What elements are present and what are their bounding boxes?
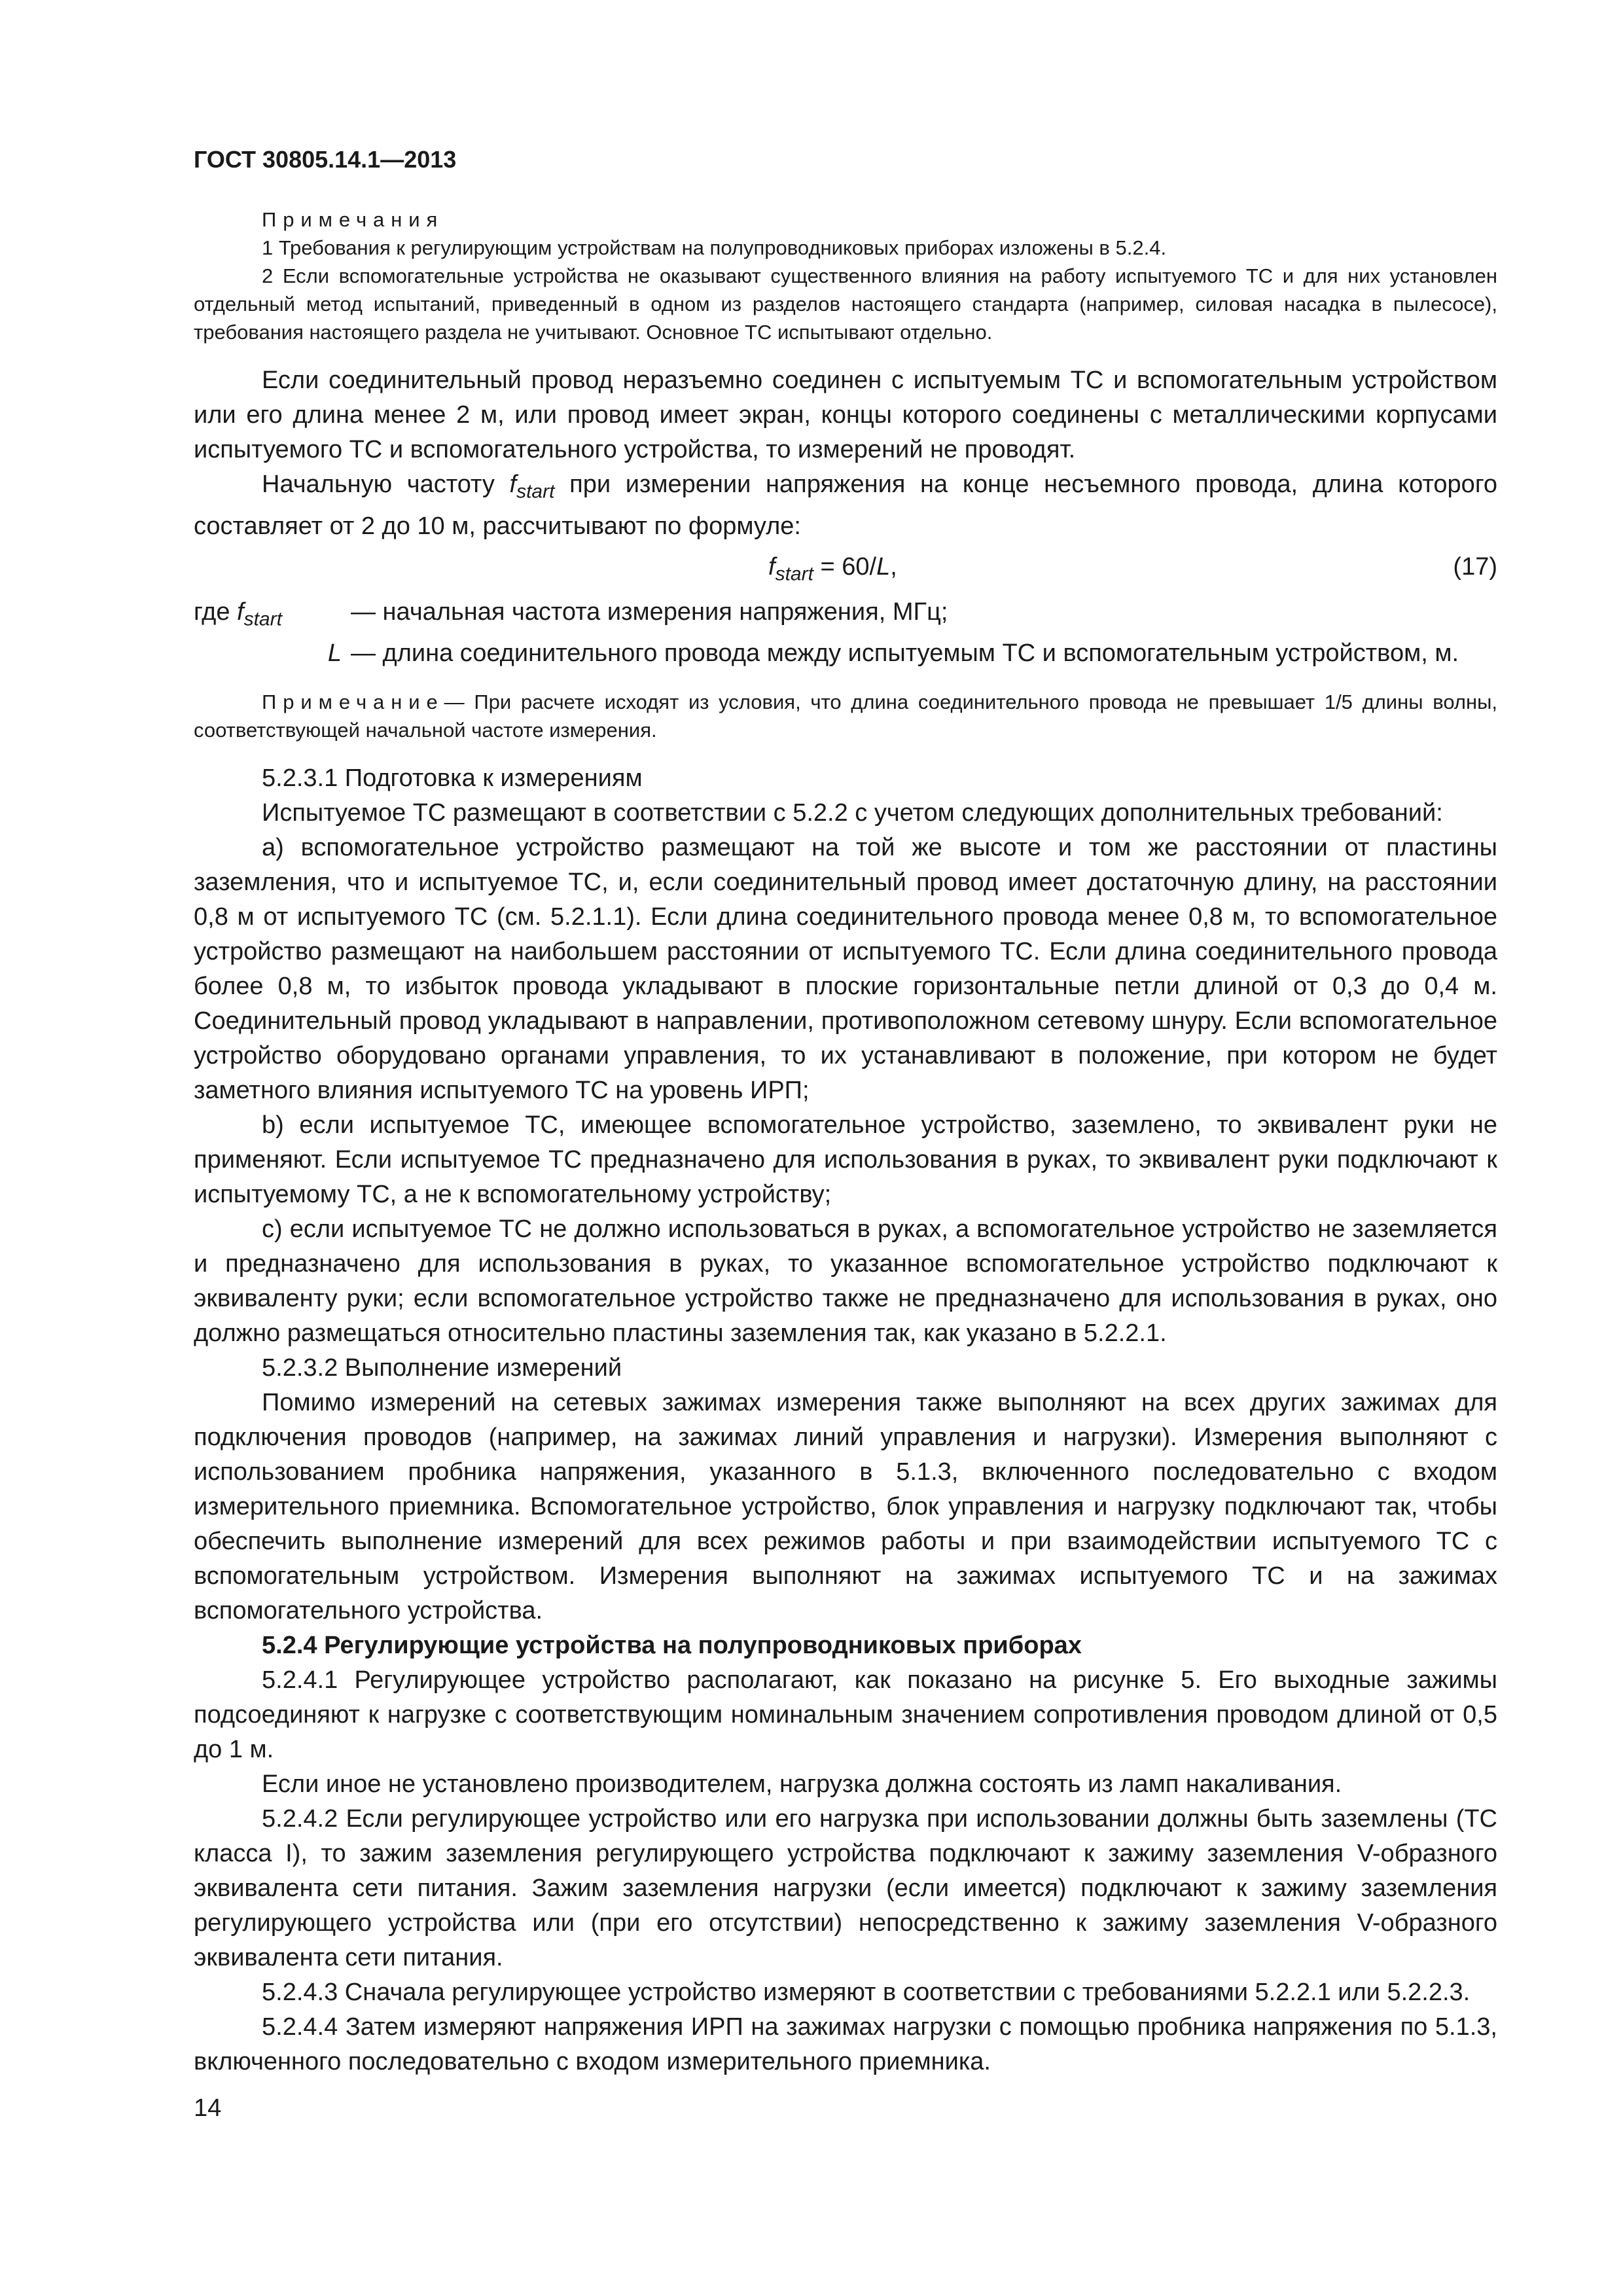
- section-5-2-4-1-load: Если иное не установлено производителем, нагрузка должна состоять из ламп накаливания.: [262, 1770, 1342, 1799]
- paragraph-start-frequency: Начальную частоту $f_{start}$ при измерении напряжения на конце несъемного провода, длина которого составляет от 2 до 10 м, рассчитывают по формуле:: [194, 471, 1497, 540]
- notes-block: [194, 206, 1497, 346]
- section-5-2-3-2-text: Помимо измерений на сетевых зажимах измерения также выполняют на всех других зажимах для подключения проводов (например, на зажимах линий управления и нагрузки). Измерения выполняют с использованием пробника напряжения, указанного в 5.1.3, включенного последовательно с входом измерительного приемника. Вспомогательное устройство, блок управления и нагрузку подключают так, чтобы обеспечить выполнение измерений для всех режимов работы и при взаимодействии испытуемого ТС с вспомогательным устройством. Измерения выполняют на зажимах испытуемого ТС и на зажимах вспомогательного устройства.: [194, 1389, 1497, 1625]
- section-5-2-4-2: 5.2.4.2 Если регулирующее устройство или его нагрузка при использовании должны быть заземлены (ТС класса I), то зажим заземления регулирующего устройства подключают к зажиму заземления V-образного эквивалента сети питания. Зажим заземления нагрузки (если имеется) подключают к зажиму заземления регулирующего устройства или (при его отсутствии) непосредственно к зажиму заземления V-образного эквивалента сети питания.: [194, 1805, 1497, 1972]
- note-1: 1 Требования к регулирующим устройствам на полупроводниковых приборах изложены в 5.2.4.: [262, 236, 1167, 259]
- paragraph-cable: Если соединительный провод неразъемно соединен с испытуемым ТС и вспомогательным устройством или его длина менее 2 м, или провод имеет экран, концы которого соединены с металлическими корпусами испытуемого ТС и вспомогательного устройства, то измерений не проводят.: [194, 367, 1497, 463]
- note-2: 2 Если вспомогательные устройства не оказывают существенного влияния на работу испытуемого ТС и для них установлен отдельный метод испытаний, приведенный в одном из разделов настоящего стандарта (например, силовая насадка в пылесосе), требования настоящего раздела не учитывают. Основное ТС испытывают отдельно.: [194, 264, 1497, 344]
- list-item-b: b) если испытуемое ТС, имеющее вспомогательное устройство, заземлено, то эквивалент руки не применяют. Если испытуемое ТС предназначено для использования в руках, то эквивалент руки подключают к испытуемому ТС, а не к вспомогательному устройству;: [194, 1111, 1497, 1209]
- page-number: 14: [194, 2094, 222, 2122]
- section-5-2-4-title: 5.2.4 Регулирующие устройства на полупроводниковых приборах: [262, 1632, 1082, 1660]
- section-5-2-3-1-intro: Испытуемое ТС размещают в соответствии с 5.2.2 с учетом следующих дополнительных требований:: [262, 799, 1443, 827]
- formula-expression: $f_{start} = 60/L$,: [768, 552, 897, 585]
- section-5-2-4-1: 5.2.4.1 Регулирующее устройство располагают, как показано на рисунке 5. Его выходные зажимы подсоединяют к нагрузке с соответствующим номинальным значением сопротивления проводом длиной от 0,5 до 1 м.: [194, 1666, 1497, 1764]
- document-header: ГОСТ 30805.14.1—2013: [194, 146, 457, 173]
- section-5-2-4-4: 5.2.4.4 Затем измеряют напряжения ИРП на зажимах нагрузки с помощью пробника напряжения по 5.1.3, включенного последовательно с входом измерительного приемника.: [194, 2013, 1497, 2076]
- note-block-2: [194, 688, 1497, 744]
- section-5-2-4-3: 5.2.4.3 Сначала регулирующее устройство измеряют в соответствии с требованиями 5.2.2.1 или 5.2.2.3.: [262, 1979, 1471, 2007]
- list-item-c: c) если испытуемое ТС не должно использоваться в руках, а вспомогательное устройство не заземляется и предназначено для использования в руках, то указанное вспомогательное устройство подключают к эквиваленту руки; если вспомогательное устройство также не предназначено для использования в руках, оно должно размещаться относительно пластины заземления так, как указано в 5.2.2.1.: [194, 1215, 1497, 1348]
- formula-17: [194, 549, 1497, 591]
- document-page: [194, 144, 1497, 2079]
- section-5-2-3-2-title: 5.2.3.2 Выполнение измерений: [262, 1354, 622, 1382]
- section-5-2-3-1-title: 5.2.3.1 Подготовка к измерениям: [262, 764, 643, 793]
- legend-row-l: L — длина соединительного провода между испытуемым ТС и вспомогательным устройством, м.: [327, 639, 1459, 668]
- list-item-a: a) вспомогательное устройство размещают на той же высоте и том же расстоянии от пластины заземления, что и испытуемое ТС, и, если соединительный провод имеет достаточную длину, на расстоянии 0,8 м от испытуемого ТС (см. 5.2.1.1). Если длина соединительного провода менее 0,8 м, то вспомогательное устройство размещают на наибольшем расстоянии от испытуемого ТС. Если длина соединительного провода более 0,8 м, то избыток провода укладывают в плоские горизонтальные петли длиной от 0,3 до 0,4 м. Соединительный провод укладывают в направлении, противоположном сетевому шнуру. Если вспомогательное устройство оборудовано органами управления, то их устанавливают в положение, при котором не будет заметного влияния испытуемого ТС на уровень ИРП;: [194, 834, 1497, 1105]
- note-2-text: Примечание— При расчете исходят из условия, что длина соединительного провода не превышает 1/5 длины волны, соответствующей начальной частоте измерения.: [194, 691, 1497, 742]
- body-section: [194, 363, 1497, 544]
- formula-number: (17): [1453, 552, 1497, 581]
- legend-row-fstart: где $f_{start}$ — начальная частота измерения напряжения, МГц;: [194, 598, 948, 630]
- notes-heading: Примечания: [262, 208, 444, 231]
- section-5-2-3: [194, 761, 1497, 2079]
- formula-legend: [194, 595, 1497, 672]
